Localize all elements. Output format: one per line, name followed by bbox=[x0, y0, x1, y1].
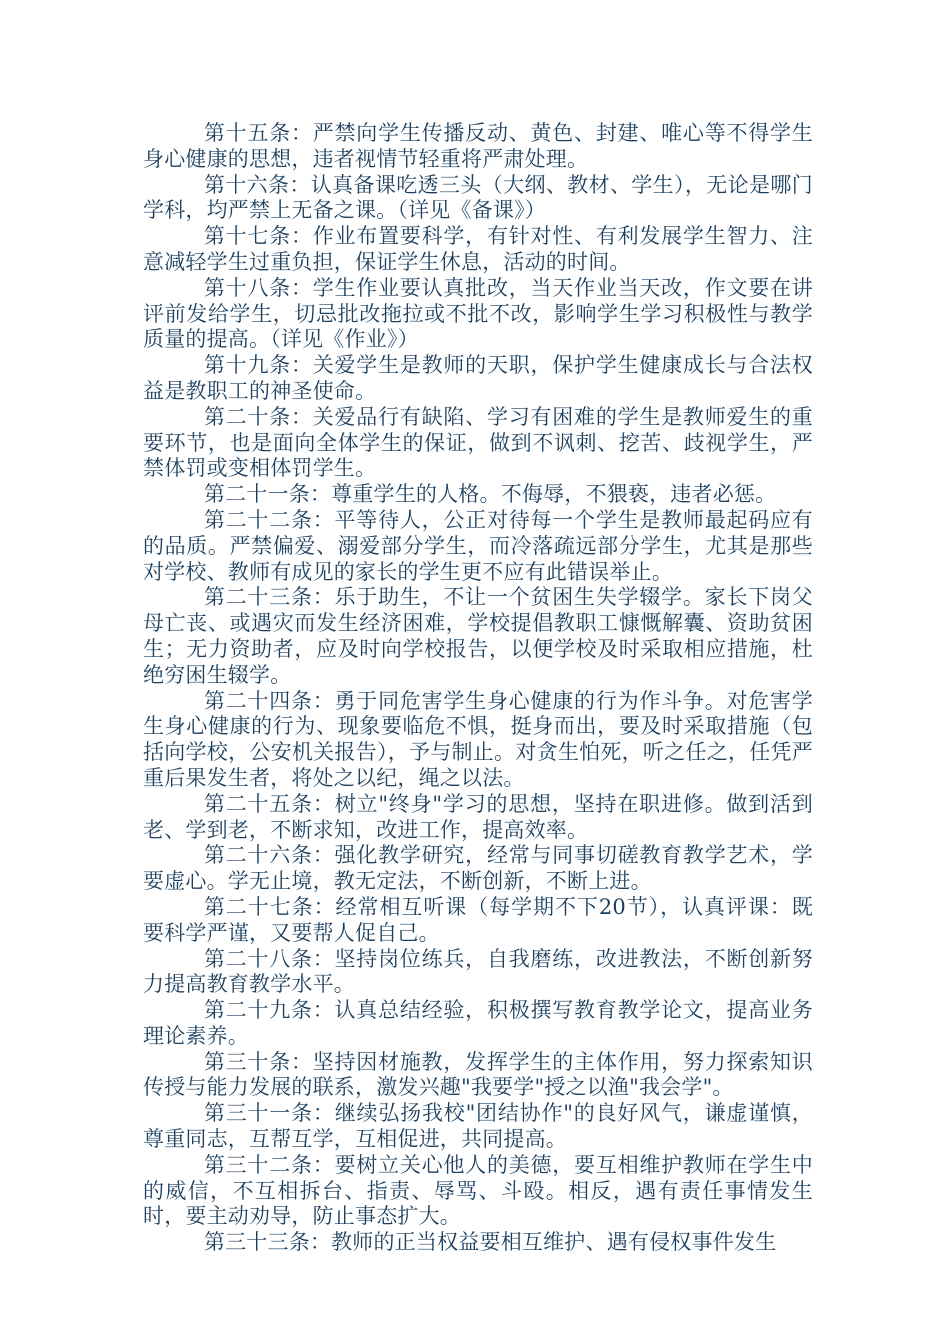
article-22: 第二十二条：平等待人，公正对待每一个学生是教师最起码应有的品质。严禁偏爱、溺爱部分学生，而冷落疏远部分学生，尤其是那些对学校、教师有成见的家长的学生更不应有此错误举止。 bbox=[143, 507, 813, 584]
article-17: 第十七条：作业布置要科学，有针对性、有利发展学生智力、注意减轻学生过重负担，保证学生休息，活动的时间。 bbox=[143, 224, 813, 274]
article-26: 第二十六条：强化教学研究，经常与同事切磋教育教学艺术，学要虚心。学无止境，教无定法，不断创新，不断上进。 bbox=[143, 843, 813, 894]
article-23: 第二十三条：乐于助生，不让一个贫困生失学辍学。家长下岗父母亡丧、或遇灾而发生经济困难，学校提倡教职工慷慨解囊、资助贫困生；无力资助者，应及时向学校报告，以便学校及时采取相应措施，杜绝穷困生辍学。 bbox=[143, 585, 813, 687]
article-20: 第二十条：关爱品行有缺陷、学习有困难的学生是教师爱生的重要环节，也是面向全体学生的保证，做到不讽刺、挖苦、歧视学生，严禁体罚或变相体罚学生。 bbox=[143, 404, 813, 481]
article-29: 第二十九条：认真总结经验，积极撰写教育教学论文，提高业务理论素养。 bbox=[143, 998, 813, 1048]
article-21: 第二十一条：尊重学生的人格。不侮辱，不猥亵，违者必惩。 bbox=[203, 482, 777, 507]
article-30: 第三十条：坚持因材施教，发挥学生的主体作用，努力探索知识传授与能力发展的联系，激发兴趣"我要学"授之以渔"我会学"。 bbox=[143, 1049, 813, 1100]
article-32: 第三十二条：要树立关心他人的美德，要互相维护教师在学生中的威信，不互相拆台、指责、辱骂、斗殴。相反，遇有责任事情发生时，要主动劝导，防止事态扩大。 bbox=[143, 1152, 813, 1229]
article-27: 第二十七条：经常相互听课（每学期不下20节），认真评课：既要科学严谨，又要帮人促自己。 bbox=[143, 894, 813, 945]
article-24: 第二十四条：勇于同危害学生身心健康的行为作斗争。对危害学生身心健康的行为、现象要临危不惧，挺身而出，要及时采取措施（包括向学校，公安机关报告），予与制止。对贪生怕死，听之任之，任凭严重后果发生者，将处之以纪，绳之以法。 bbox=[143, 688, 813, 790]
article-31: 第三十一条：继续弘扬我校"团结协作"的良好风气，谦虚谨慎，尊重同志，互帮互学，互相促进，共同提高。 bbox=[143, 1101, 813, 1152]
document-body bbox=[143, 121, 813, 1256]
article-28: 第二十八条：坚持岗位练兵，自我磨练，改进教法，不断创新努力提高教育教学水平。 bbox=[143, 946, 813, 997]
article-18: 第十八条：学生作业要认真批改，当天作业当天改，作文要在讲评前发给学生，切忌批改拖拉或不批不改，影响学生学习积极性与教学质量的提高。（详见《作业》） bbox=[143, 275, 813, 352]
article-33: 第三十三条：教师的正当权益要相互维护、遇有侵权事件发生 bbox=[203, 1230, 777, 1255]
article-16: 第十六条：认真备课吃透三头（大纲、教材、学生），无论是哪门学科，均严禁上无备之课。（详见《备课》） bbox=[143, 172, 813, 223]
article-15: 第十五条：严禁向学生传播反动、黄色、封建、唯心等不得学生身心健康的思想，违者视情节轻重将严肃处理。 bbox=[143, 121, 813, 171]
article-19: 第十九条：关爱学生是教师的天职，保护学生健康成长与合法权益是教职工的神圣使命。 bbox=[143, 353, 813, 403]
article-25: 第二十五条：树立"终身"学习的思想，坚持在职进修。做到活到老、学到老，不断求知，改进工作，提高效率。 bbox=[143, 791, 813, 842]
